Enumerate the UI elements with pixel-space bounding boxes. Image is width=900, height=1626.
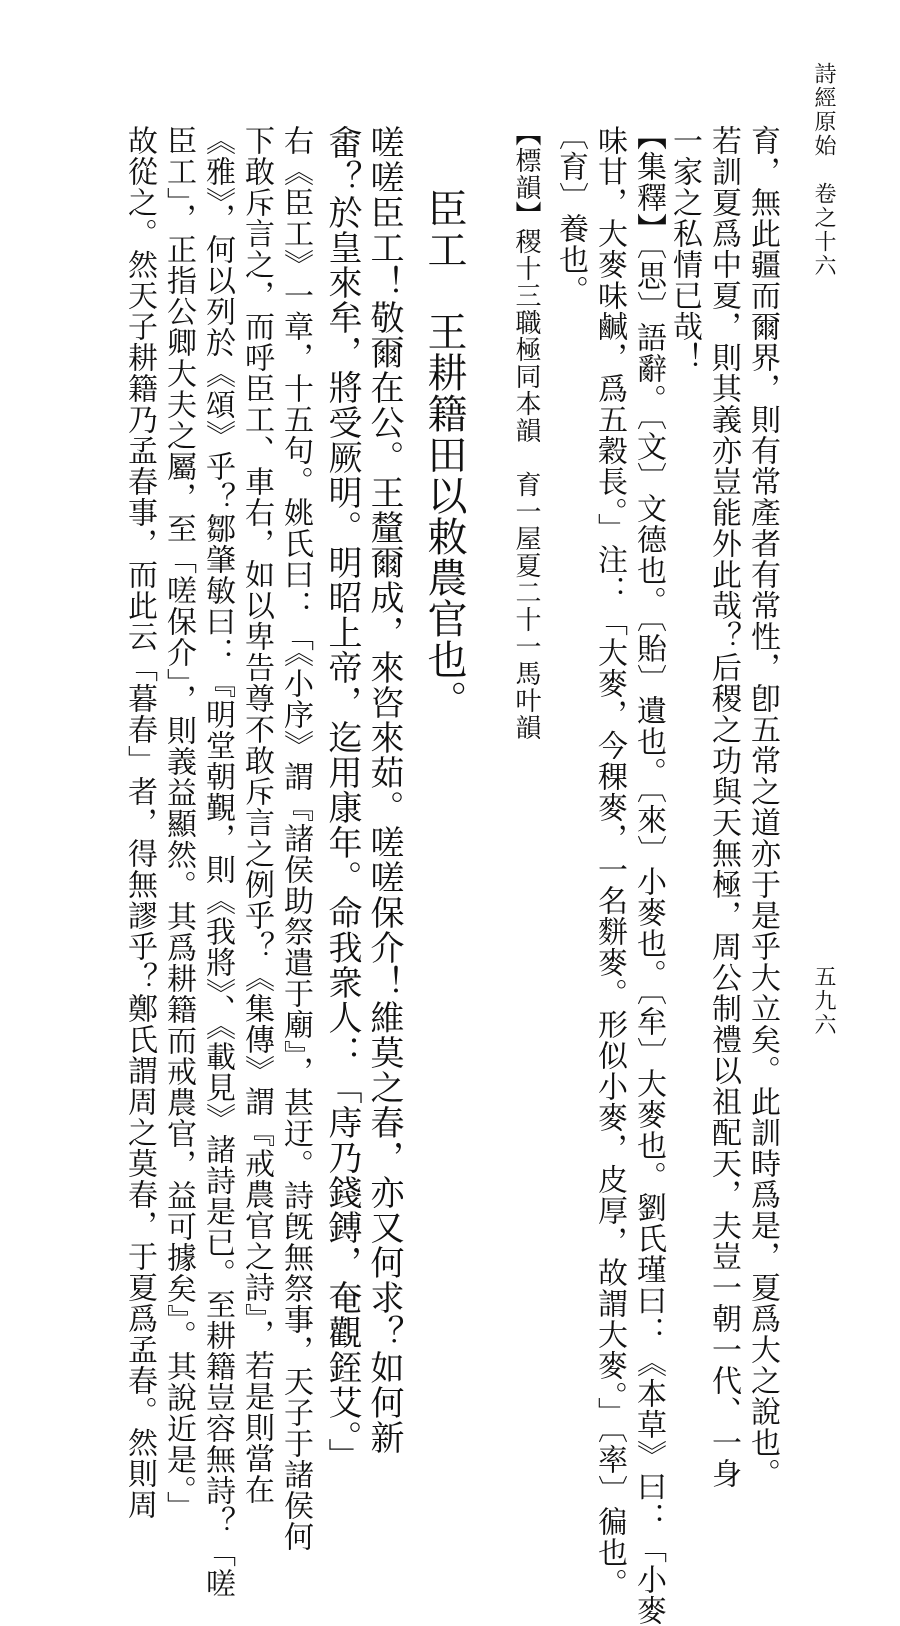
header-separator [811, 158, 836, 182]
text-column: 育，無此疆而爾界，則有常產者有常性，卽五常之道亦于是乎大立矣。此訓時爲是，夏爲大之說也。 [745, 125, 780, 1489]
text-column: 若訓夏爲中夏，則其義亦豈能外此哉？后稷之功與天無極，周公制禮以祖配天，夫豈一朝一代、一身 [706, 125, 741, 1489]
page-number: 五九六 [811, 965, 836, 1037]
poem-verse-column: 畬？於皇來牟，將受厥明。明昭上帝，迄用康年。命我衆人：「庤乃錢鎛，奄觀銍艾。」 [322, 125, 362, 1473]
commentary-column: 臣工」，正指公卿大夫之屬，至「嗟保介」，則義益顯然。其爲耕籍而戒農官，益可據矣』。其說近是。」 [161, 125, 196, 1522]
commentary-column: 下敢斥言之，而呼臣工、車右，如以卑告尊不敢斥言之例乎？《集傳》謂『戒農官之詩』，若是則當在 [239, 125, 274, 1505]
commentary-column: 故從之。然天子耕籍乃孟春事，而此云「暮春」者，得無謬乎？鄭氏謂周之莫春，于夏爲孟春。然則周 [122, 125, 157, 1520]
poem-verse-column: 嗟嗟臣工！敬爾在公。王釐爾成，來咨來茹。嗟嗟保介！維莫之春，亦又何求？如何新 [364, 125, 404, 1455]
annotation-column: 味甘，大麥味鹹，爲五穀長。」注：「大麥，今稞麥，一名䴵麥。形似小麥，皮厚，故謂大麥。」〔率〕徧也。 [592, 125, 627, 1599]
rhyme-note-column: 【標韻】稷十三職極同本韻 育一屋夏二十一馬叶韻 [511, 120, 541, 741]
running-header [808, 62, 839, 278]
commentary-column: 《雅》，何以列於《頌》乎？鄒肇敏曰：『明堂朝覲，則《我將》、《載見》諸詩是已。至耕籍豈容無詩？「嗟 [200, 125, 235, 1599]
annotation-column: 【集釋】〔思〕語辭。〔文〕文德也。〔貽〕遺也。〔來〕小麥也。〔牟〕大麥也。劉氏瑾曰：《本草》曰：「小麥 [631, 120, 666, 1626]
book-title: 詩經原始 [811, 62, 836, 158]
volume-label: 卷之十六 [811, 182, 836, 278]
text-column: 一家之私情已哉！ [667, 125, 702, 373]
poem-title: 臣工 王耕籍田以敕農官也。 [421, 188, 467, 721]
commentary-column: 右《臣工》一章，十五句。姚氏曰：「《小序》謂『諸侯助祭遣于廟』，甚迂。詩旣無祭事，天子于諸侯何 [278, 125, 313, 1552]
annotation-column: 〔育〕養也。 [553, 120, 588, 306]
